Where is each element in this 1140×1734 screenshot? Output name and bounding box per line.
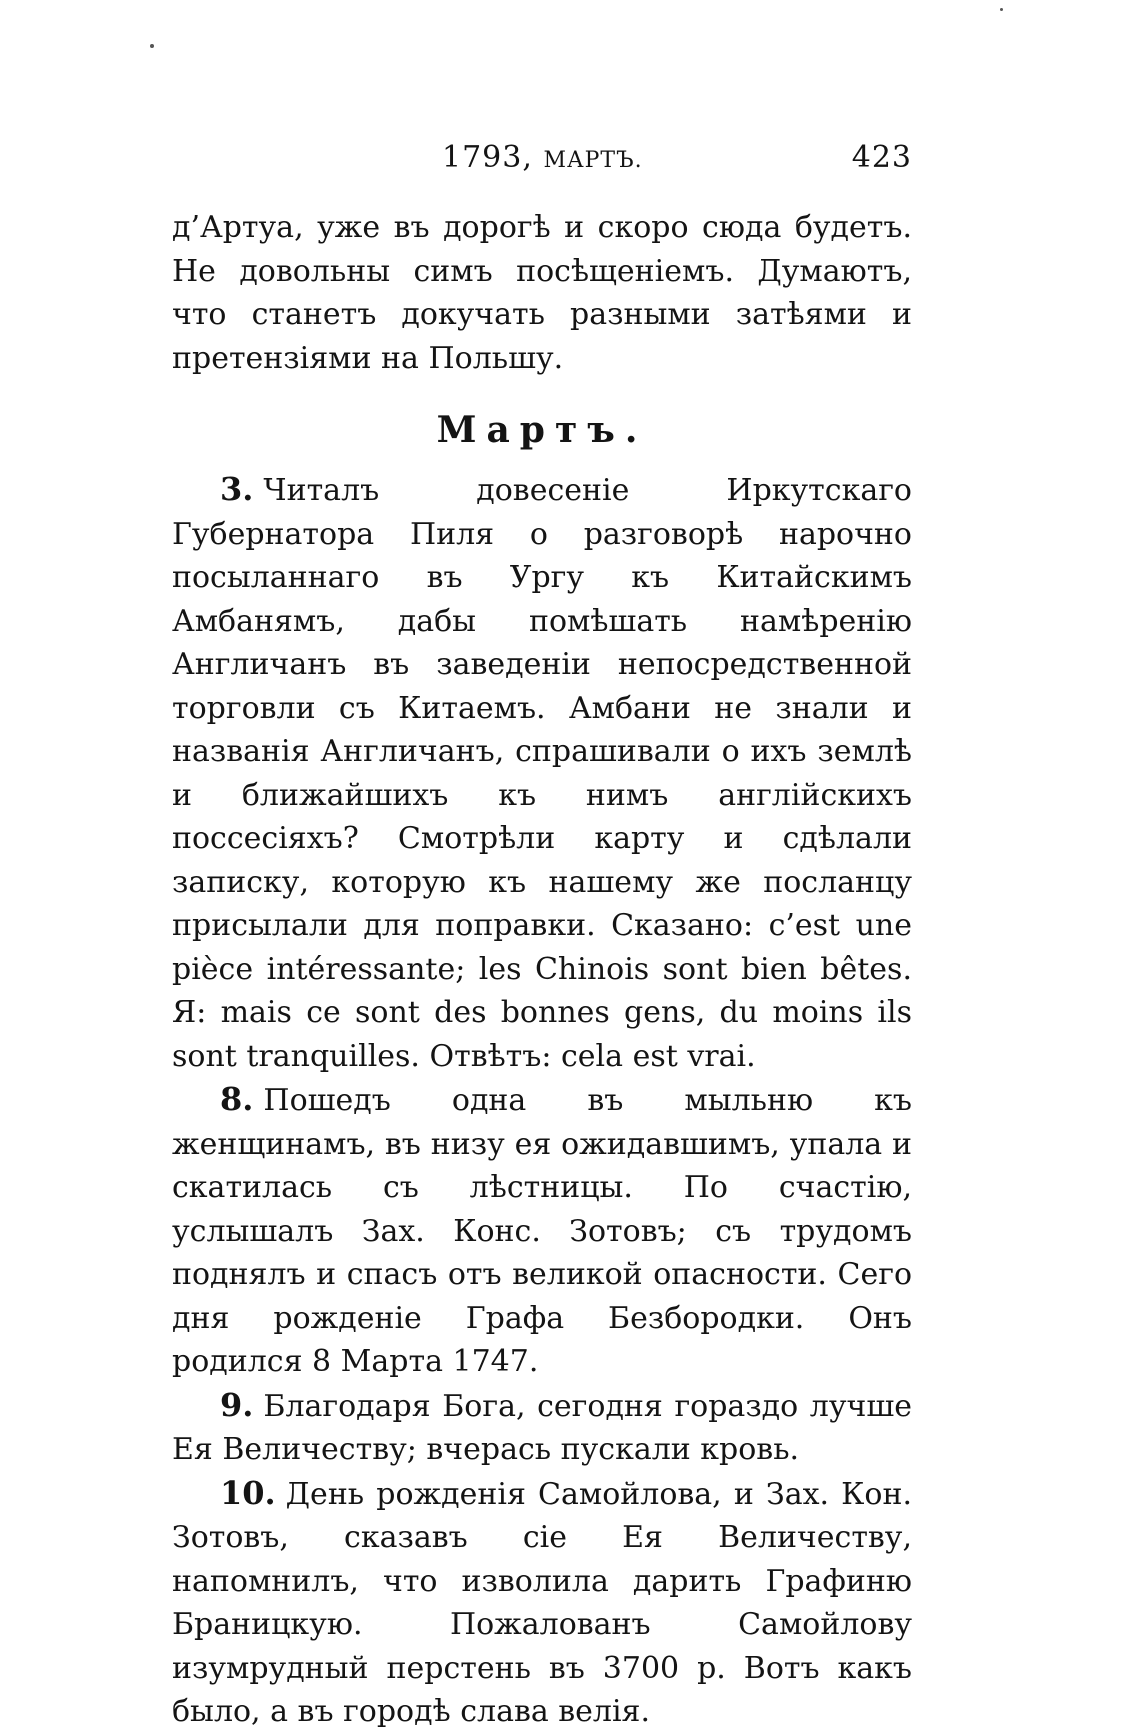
entry-day: 10. — [220, 1473, 276, 1512]
running-title-year: 1793, — [442, 140, 533, 175]
intro-paragraph: д’Артуа, уже въ дорогѣ и скоро сюда будетъ. Не довольны симъ посѣщеніемъ. Думаютъ, что станетъ докучать разными затѣями и претензіями на Польшу. — [172, 210, 912, 376]
scan-speck — [150, 44, 154, 48]
running-title-month: МАРТЪ. — [543, 148, 643, 173]
entry-paragraph — [172, 1472, 912, 1734]
scan-speck — [1000, 8, 1003, 11]
entry-day: 9. — [220, 1385, 254, 1424]
page-number: 423 — [851, 140, 912, 175]
entry-day: 8. — [220, 1080, 254, 1118]
entry-text: Пошедъ одна въ мыльню къ женщинамъ, въ низу ея ожидавшимъ, упала и скатилась съ лѣстницы. По счастію, услышалъ Зах. Конс. Зотовъ; съ трудомъ поднялъ и спасъ отъ великой опасности. Сего дня рожденіе Графа Безбородки. Онъ родился 8 Марта 1747. — [172, 1083, 912, 1379]
section-title: Мартъ. — [436, 409, 648, 451]
running-head — [172, 140, 912, 184]
entry-text: Читалъ довесеніе Иркутскаго Губернатора Пиля о разговорѣ нарочно посыланнаго въ Ургу къ Китайскимъ Амбанямъ, дабы помѣшать намѣренію Англичанъ въ заведеніи непосредственной торговли съ Китаемъ. Амбани не знали и названія Англичанъ, спрашивали о ихъ землѣ и ближайшихъ къ нимъ англійскихъ поссесіяхъ? Смотрѣли карту и сдѣлали записку, которую къ нашему же посланцу присылали для поправки. Сказано: c’est une pièce intéressante; les Chinois sont bien bêtes. Я: mais ce sont des bonnes gens, du moins ils sont tranquilles. Отвѣтъ: cela est vrai. — [172, 473, 912, 1074]
entry-paragraph — [172, 468, 912, 1078]
entry-text: Благодаря Бога, сегодня гораздо лучше Ея Величеству; вчерась пускали кровь. — [172, 1388, 912, 1467]
book-page — [172, 140, 912, 1734]
entry-paragraph — [172, 1384, 912, 1472]
running-title — [442, 140, 643, 175]
entry-day: 3. — [220, 470, 254, 508]
entry-paragraph — [172, 1078, 912, 1384]
body-text — [172, 206, 912, 1734]
entry-text: День рожденія Самойлова, и Зах. Кон. Зотовъ, сказавъ сіе Ея Величеству, напомнилъ, что изволила дарить Графиню Браницкую. Пожалованъ Самойлову изумрудный перстень въ 3700 р. Вотъ какъ было, а въ городѣ слава велія. — [172, 1476, 912, 1729]
